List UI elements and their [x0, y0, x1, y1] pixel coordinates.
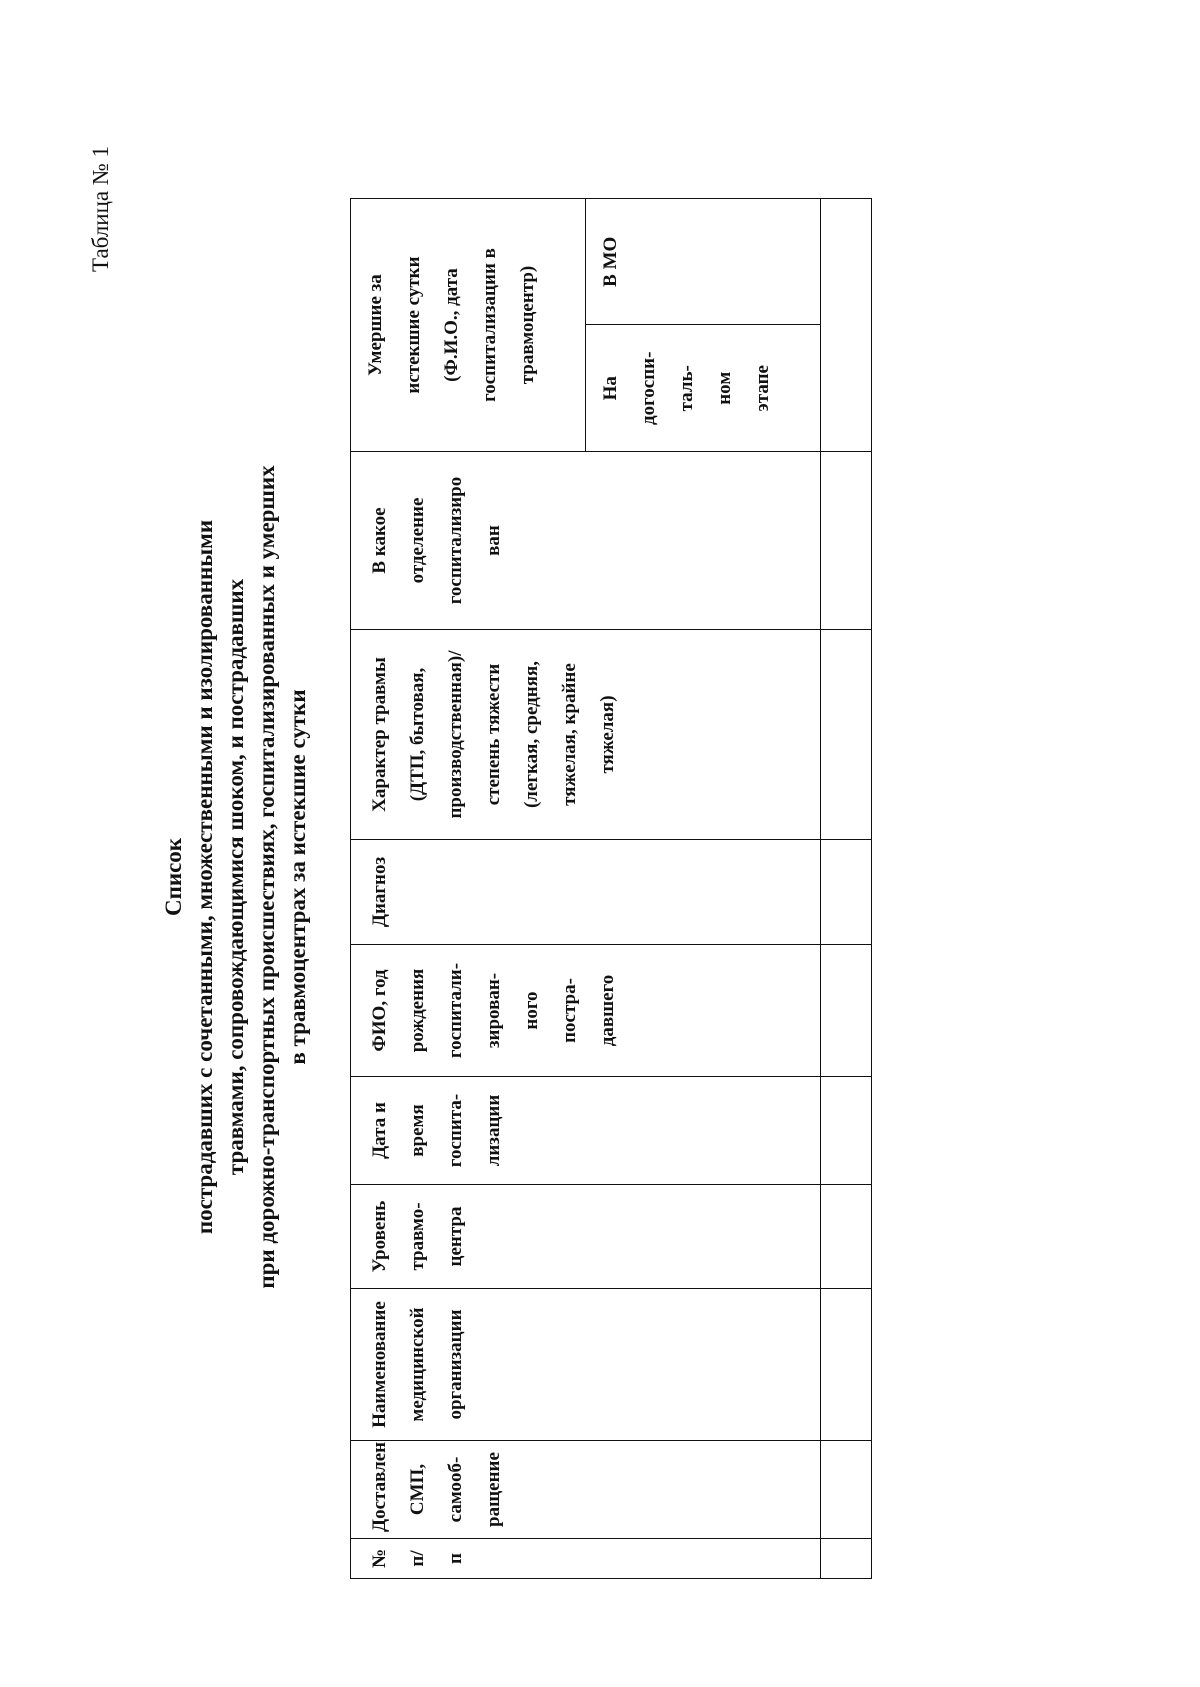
title-line-3: травмами, сопровождающимися шоком, и пострадавших: [223, 578, 248, 1176]
deceased-in-mo: В МО: [600, 236, 621, 287]
title-line-1: Список: [161, 837, 186, 917]
empty-cell: [821, 1441, 872, 1539]
col-injury-type: Характер травмы (ДТП, бытовая, производственная)/ степень тяжести (легкая, средняя, тяжелая, крайне тяжелая): [351, 630, 821, 840]
casualty-table: [350, 198, 872, 1579]
empty-cell: [821, 1077, 872, 1185]
empty-cell: [821, 1539, 872, 1579]
empty-cell: [821, 630, 872, 840]
header-row: [351, 199, 821, 1579]
col-number: № п/п: [351, 1539, 821, 1579]
col-department: В какое отделение госпитализиро ван: [351, 452, 821, 630]
empty-cell: [821, 452, 872, 630]
col-admission-datetime: Дата и время госпита- лизации: [351, 1077, 821, 1185]
col-diagnosis: Диагноз: [351, 840, 821, 945]
table-row: [821, 199, 872, 1579]
col-deceased: [351, 199, 821, 452]
document-title: [158, 297, 313, 1457]
empty-cell: [821, 1185, 872, 1289]
title-line-5: в травмоцентрах за истекшие сутки: [285, 689, 310, 1065]
title-line-2: пострадавших с сочетанными, множественными и изолированными: [192, 519, 217, 1235]
empty-cell: [821, 1289, 872, 1441]
col-trauma-level: Уровень травмо- центра: [351, 1185, 821, 1289]
empty-cell: [821, 840, 872, 945]
col-delivered: Доставлен СМП, самооб- ращение: [351, 1441, 821, 1539]
table-number: Таблица № 1: [88, 145, 113, 272]
col-patient-name: ФИО, год рождения госпитали- зирован- ного постра- давшего: [351, 945, 821, 1077]
col-organization: Наименование медицинской организации: [351, 1289, 821, 1441]
empty-cell: [821, 199, 872, 452]
deceased-header: Умершие за истекшие сутки (Ф.И.О., дата госпитализации в травмоцентр): [351, 199, 586, 451]
empty-cell: [821, 945, 872, 1077]
title-line-4: при дорожно-транспортных происшествиях, госпитализированных и умерших: [254, 465, 279, 1289]
deceased-prehospital: На догоспи- таль- ном этапе: [586, 325, 821, 451]
